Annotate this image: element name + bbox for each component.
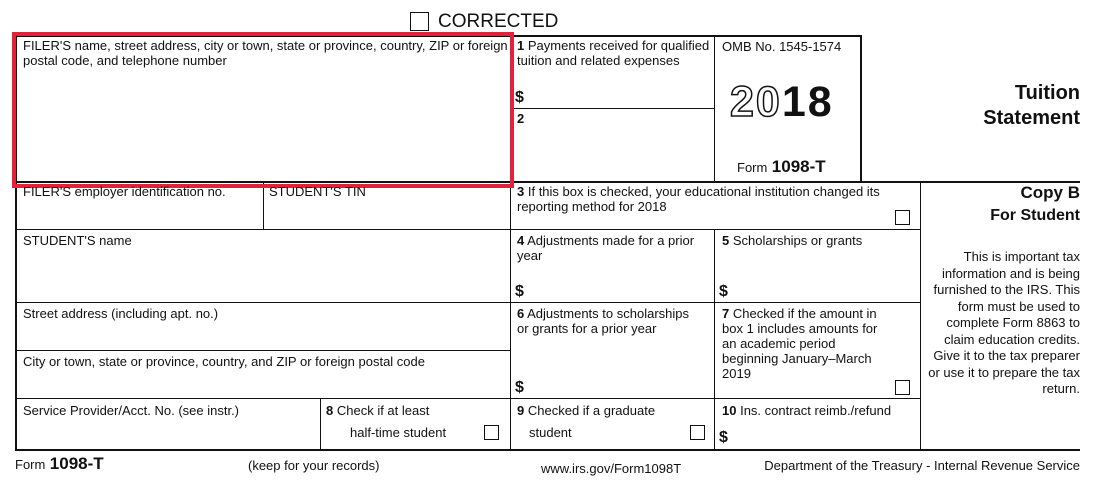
service-provider-field[interactable]: [16, 420, 318, 448]
box9-label: [517, 403, 655, 418]
box7-label: [722, 306, 882, 381]
box4-text: Adjustments made for a prior year: [517, 233, 695, 263]
box3-number: 3: [517, 184, 525, 199]
city-field[interactable]: [16, 370, 508, 396]
copyb-left-border: [920, 181, 921, 451]
box3-checkbox[interactable]: [895, 210, 910, 225]
box9-text-1: Checked if a graduate: [527, 403, 656, 418]
box4-label: [517, 233, 697, 263]
box5-dollar: $: [719, 283, 728, 300]
box4-dollar: $: [515, 283, 524, 300]
box5-text: Scholarships or grants: [732, 233, 863, 248]
box10-dollar: $: [719, 429, 728, 446]
box9-text-2: student: [529, 425, 572, 440]
box6-number: 6: [517, 306, 525, 321]
form-title-line2: Statement: [983, 107, 1080, 129]
box9-number: 9: [517, 403, 525, 418]
copy-b-heading: Copy B: [1020, 183, 1080, 202]
tax-year-outline: 20: [730, 78, 782, 126]
box7-checkbox[interactable]: [895, 380, 910, 395]
filer-name-label: FILER'S name, street address, city or town, state or province, country, ZIP or foreign postal code, and telephone number: [23, 38, 508, 68]
box1-dollar: $: [515, 89, 524, 106]
box4-amount-field[interactable]: [530, 278, 710, 300]
omb-form-name: [737, 157, 826, 177]
box8-checkbox[interactable]: [484, 425, 499, 440]
omb-number: OMB No. 1545-1574: [722, 39, 842, 54]
box10-number: 10: [722, 403, 737, 418]
student-name-field[interactable]: [16, 250, 508, 300]
corrected-checkbox[interactable]: [410, 12, 429, 31]
row-divider-398: [15, 398, 921, 399]
box9-checkbox[interactable]: [690, 425, 705, 440]
student-name-label: STUDENT'S name: [23, 233, 132, 248]
row-divider-230: [15, 229, 921, 230]
box6-amount-field[interactable]: [530, 374, 710, 396]
box6-dollar: $: [515, 379, 524, 396]
tax-year: [730, 78, 834, 126]
box3-label: [517, 184, 912, 214]
box6-text: Adjustments to scholarships or grants for a prior year: [517, 306, 689, 336]
box7-text: Checked if the amount in box 1 includes amounts for an academic period beginning January–March 2019: [722, 306, 878, 381]
footer-form-code: 1098-T: [49, 454, 104, 473]
box10-amount-field[interactable]: [734, 425, 914, 447]
service-box8-divider: [320, 399, 321, 450]
box6-label: [517, 306, 692, 336]
service-provider-label: Service Provider/Acct. No. (see instr.): [23, 403, 240, 418]
box2-number: 2: [517, 111, 525, 126]
box1-text: Payments received for qualified tuition and related expenses: [517, 38, 710, 68]
box7-number: 7: [722, 306, 730, 321]
omb-right-border: [860, 35, 862, 182]
ein-tin-divider: [263, 182, 264, 230]
street-label: Street address (including apt. no.): [23, 306, 219, 321]
omb-form-word: Form: [737, 160, 768, 175]
filer-highlight-frame: [12, 32, 514, 188]
box8-number: 8: [326, 403, 334, 418]
copy-b-notice: This is important tax information and is being furnished to the IRS. This form must be used to complete Form 8863 to claim education credits. Give it to the tax preparer or use it to prepare the tax return.: [928, 249, 1080, 396]
footer-url: www.irs.gov/Form1098T: [541, 461, 682, 476]
student-tin-field[interactable]: [265, 200, 508, 228]
tax-year-bold: 18: [781, 78, 834, 126]
footer-form-name: [15, 454, 104, 474]
box5-label: [722, 233, 917, 248]
street-field[interactable]: [16, 322, 508, 348]
box1-box2-divider: [510, 108, 715, 109]
box8-text-1: Check if at least: [336, 403, 430, 418]
filer-ein-label: FILER'S employer identification no.: [23, 184, 226, 199]
footer-department: Department of the Treasury - Internal Revenue Service: [764, 458, 1080, 473]
omb-form-code: 1098-T: [771, 157, 826, 176]
box5-amount-field[interactable]: [734, 278, 914, 300]
corrected-label: CORRECTED: [438, 11, 559, 32]
box3-text: If this box is checked, your educational institution changed its reporting method for 2018: [517, 184, 880, 214]
student-tin-label: STUDENT'S TIN: [269, 184, 366, 199]
box10-text: Ins. contract reimb./refund: [740, 403, 892, 418]
box8-label: [326, 403, 429, 418]
box2-field[interactable]: [530, 125, 710, 175]
filer-ein-field[interactable]: [16, 200, 262, 228]
footer-form-word: Form: [15, 457, 46, 472]
street-city-divider: [15, 350, 511, 351]
row-divider-302: [15, 302, 921, 303]
footer-keep-note: (keep for your records): [248, 458, 380, 473]
box5-number: 5: [722, 233, 730, 248]
box1-label: [517, 38, 712, 68]
box1-number: 1: [517, 38, 525, 53]
form-title: [880, 81, 1080, 131]
form-title-line1: Tuition: [1014, 82, 1080, 104]
city-label: City or town, state or province, country, and ZIP or foreign postal code: [23, 354, 425, 369]
copy-b-subheading: For Student: [990, 207, 1080, 224]
box4-number: 4: [517, 233, 525, 248]
box8-text-2: half-time student: [350, 425, 447, 440]
box1-amount-field[interactable]: [530, 85, 710, 107]
box4-5-divider: [714, 230, 715, 450]
box10-label: [722, 403, 891, 418]
